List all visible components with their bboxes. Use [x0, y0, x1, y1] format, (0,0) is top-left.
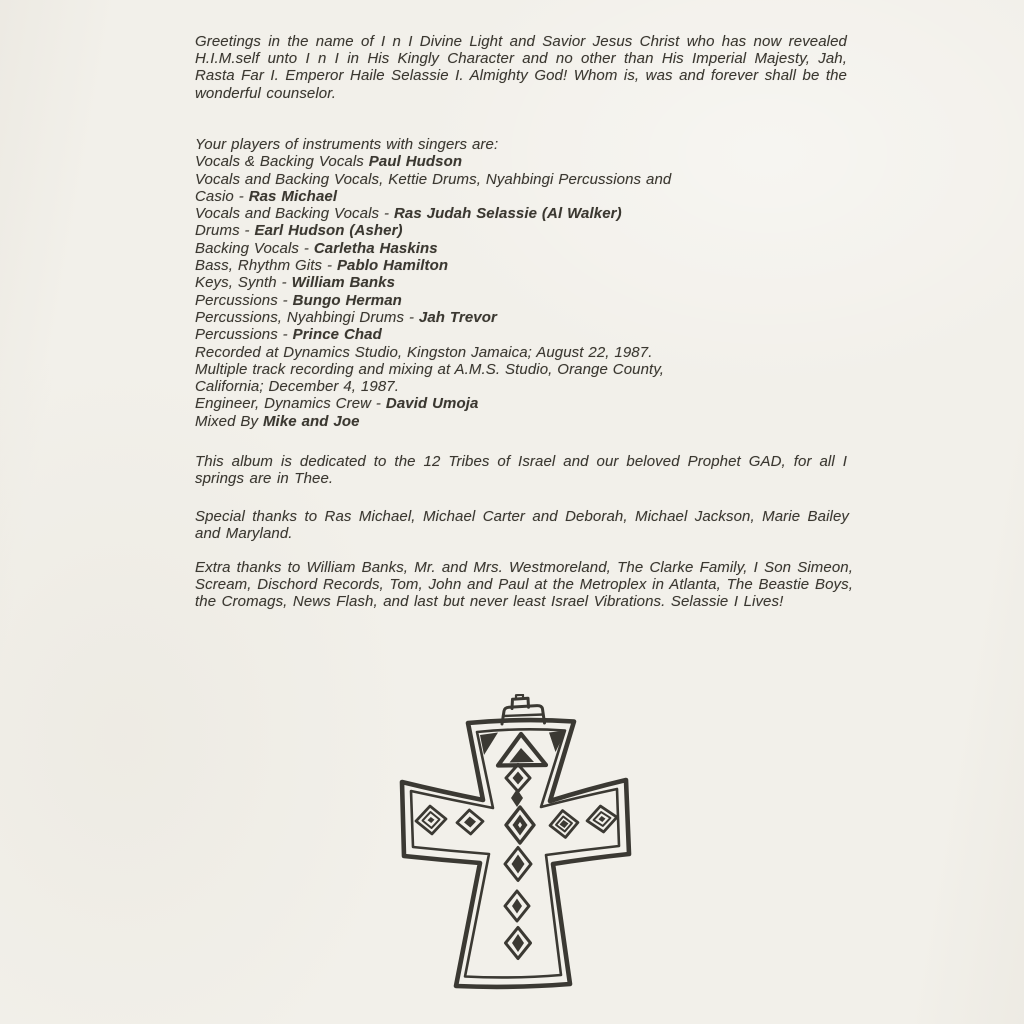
credit-role: California; December 4, 1987.	[195, 378, 399, 396]
credit-name: Earl Hudson (Asher)	[254, 222, 403, 240]
intro-paragraph: Greetings in the name of I n I Divine Light and Savior Jesus Christ who has now revealed H.I.M.self unto I n I in His Kingly Character and no other than His Imperial Majesty, Jah, Rasta Far I. Emperor Haile Selassie I. Almighty God! Whom is, was and forever shall be the wonderful counselor.	[195, 33, 847, 102]
credits-heading: Your players of instruments with singers are:	[195, 136, 499, 153]
credit-role: Percussions, Nyahbingi Drums -	[195, 308, 419, 326]
credit-role: Percussions -	[195, 291, 293, 309]
credit-line	[195, 188, 671, 205]
credit-line	[195, 171, 671, 188]
credit-line	[195, 361, 671, 378]
credit-role: Mixed By	[195, 412, 263, 430]
credit-line	[195, 292, 671, 309]
ethiopian-coptic-cross-icon	[398, 694, 632, 1006]
credit-name: David Umoja	[385, 395, 479, 413]
ethiopian-coptic-cross-drawing	[398, 694, 632, 1006]
dedication-paragraph: This album is dedicated to the 12 Tribes of Israel and our beloved Prophet GAD, for all I springs are in Thee.	[195, 453, 847, 488]
credit-role: Bass, Rhythm Gits -	[195, 257, 337, 275]
credit-line	[195, 240, 671, 257]
credit-name: Pablo Hamilton	[336, 257, 449, 275]
credit-role: Engineer, Dynamics Crew -	[195, 395, 386, 413]
credit-name: William Banks	[291, 274, 396, 292]
credit-name: Ras Michael	[248, 187, 338, 205]
credit-role: Percussions -	[195, 326, 293, 344]
credit-line	[195, 413, 671, 430]
credit-line	[195, 395, 671, 412]
credit-name: Ras Judah Selassie (Al Walker)	[393, 205, 622, 223]
credit-name: Paul Hudson	[368, 153, 463, 171]
credit-line	[195, 257, 671, 274]
credit-role: Recorded at Dynamics Studio, Kingston Jamaica; August 22, 1987.	[195, 343, 653, 361]
credit-line	[195, 222, 671, 239]
credit-name: Prince Chad	[292, 326, 382, 344]
cross-ornaments	[415, 731, 618, 959]
credit-name: Mike and Joe	[262, 412, 360, 430]
extra-thanks-paragraph: Extra thanks to William Banks, Mr. and Mrs. Westmoreland, The Clarke Family, I Son Simeon, Scream, Dischord Records, Tom, John and Paul at the Metroplex in Atlanta, The Beastie Boys, the Cromags, News Flash, and last but never least Israel Vibrations. Selassie I Lives!	[195, 559, 853, 611]
credit-role: Backing Vocals -	[195, 239, 314, 257]
credit-name: Carletha Haskins	[313, 239, 438, 257]
credit-role: Vocals and Backing Vocals, Kettie Drums, Nyahbingi Percussions and	[195, 170, 672, 188]
credit-line	[195, 326, 671, 343]
credit-line	[195, 378, 671, 395]
credit-name: Jah Trevor	[418, 308, 497, 326]
credit-role: Multiple track recording and mixing at A.M.S. Studio, Orange County,	[195, 360, 665, 378]
credit-role: Drums -	[195, 222, 255, 240]
credit-name: Bungo Herman	[292, 291, 402, 309]
credit-line	[195, 153, 671, 170]
credit-line	[195, 274, 671, 291]
credit-role: Keys, Synth -	[195, 274, 292, 292]
credit-line	[195, 205, 671, 222]
credit-role: Vocals & Backing Vocals	[195, 153, 369, 171]
credit-role: Vocals and Backing Vocals -	[195, 205, 394, 223]
credit-line	[195, 309, 671, 326]
special-thanks-paragraph: Special thanks to Ras Michael, Michael Carter and Deborah, Michael Jackson, Marie Bailey and Maryland.	[195, 508, 849, 543]
credit-role: Casio -	[195, 187, 249, 205]
credits-block	[195, 136, 671, 430]
credit-line	[195, 344, 671, 361]
